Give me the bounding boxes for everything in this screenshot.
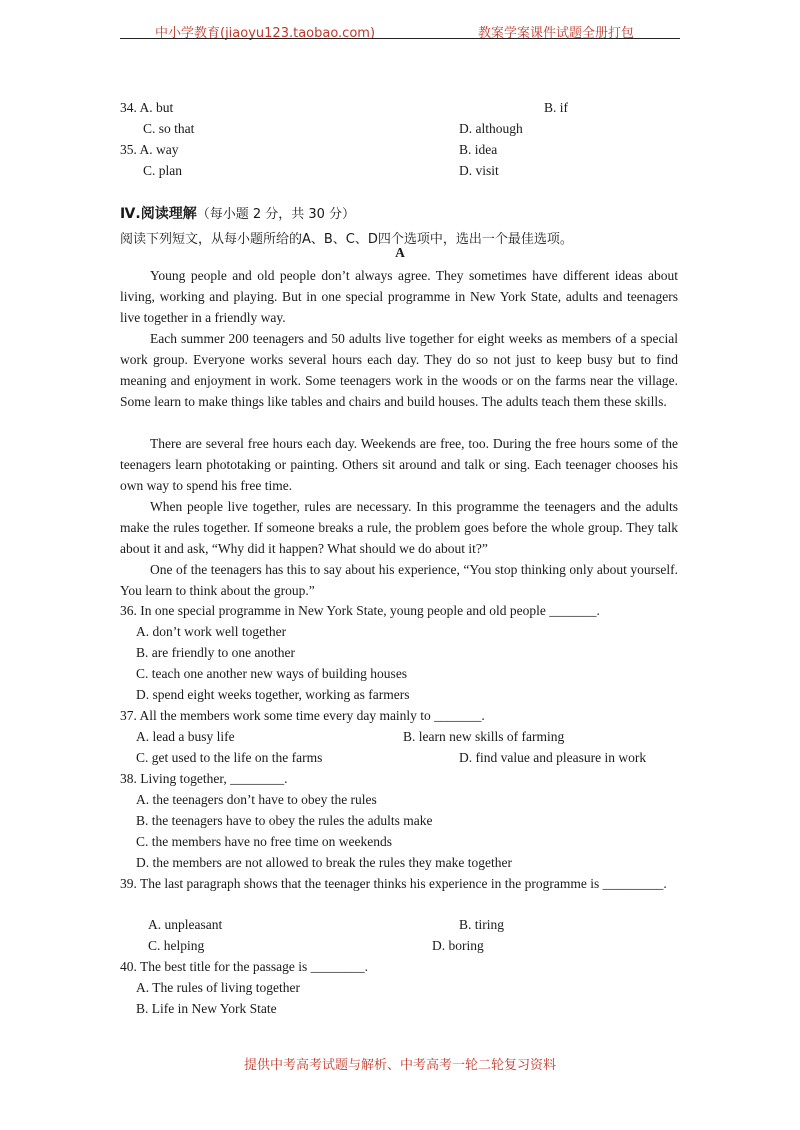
header-rule: [120, 38, 680, 39]
question-37-stem: 37. All the members work some time every day mainly to _______.: [120, 708, 485, 723]
passage-label: A: [395, 245, 405, 260]
question-36-option-c: C. teach one another new ways of building houses: [136, 666, 408, 681]
question-38-option-c: C. the members have no free time on weekends: [136, 834, 393, 849]
question-40-option-a: A. The rules of living together: [136, 980, 300, 995]
passage-paragraph-5: One of the teenagers has this to say about his experience, “You stop thinking only about yourself. You learn to think about the group.”: [120, 562, 678, 598]
passage-paragraph-4: When people live together, rules are necessary. In this programme the teenagers and the adults make the rules together. If someone breaks a rule, the problem goes before the whole group. They talk about it and ask, “Why did it happen? What should we do about it?”: [120, 499, 678, 556]
question-38-option-d: D. the members are not allowed to break the rules they make together: [136, 855, 512, 870]
question-34-option-c: C. so that: [143, 121, 195, 136]
question-36-option-a: A. don’t work well together: [136, 624, 287, 639]
question-39-option-b: B. tiring: [459, 917, 505, 932]
question-35-option-c: C. plan: [143, 163, 182, 178]
question-35-option-d: D. visit: [459, 163, 499, 178]
section-title: Ⅳ.阅读理解: [120, 206, 197, 222]
question-36-option-b: B. are friendly to one another: [136, 645, 295, 660]
header-left-text: 中小学教育(jiaoyu123.taobao.com): [155, 26, 376, 41]
question-39-stem: 39. The last paragraph shows that the teenager thinks his experience in the programme is _________.: [120, 876, 667, 891]
passage-paragraph-2: Each summer 200 teenagers and 50 adults live together for eight weeks as members of a special work group. Everyone works several hours each day. They do so not just to keep busy but to find meaning and enjoyment in work. Some teenagers work in the woods or on the farms near the village. Some learn to make things like tables and chairs and build houses. The adults teach them these skills.: [120, 331, 678, 409]
header-right-text: 教案学案课件试题全册打包: [478, 26, 635, 41]
passage-paragraph-3: There are several free hours each day. Weekends are free, too. During the free hours some of the teenagers learn phototaking or painting. Others sit around and talk or sing. Each teenager chooses his own way to spend his free time.: [120, 436, 678, 493]
question-37-option-c: C. get used to the life on the farms: [136, 750, 323, 765]
passage-paragraph-1: Young people and old people don’t always agree. They sometimes have different ideas about living, working and playing. But in one special programme in New York State, adults and teenagers live together in a friendly way.: [120, 268, 678, 325]
question-37-option-b: B. learn new skills of farming: [403, 729, 565, 744]
question-38-option-b: B. the teenagers have to obey the rules the adults make: [136, 813, 433, 828]
question-35-option-b: B. idea: [459, 142, 498, 157]
question-35-option-a: 35. A. way: [120, 142, 179, 157]
question-37-option-d: D. find value and pleasure in work: [459, 750, 647, 765]
question-34-option-d: D. although: [459, 121, 523, 136]
question-36-option-d: D. spend eight weeks together, working as farmers: [136, 687, 410, 702]
question-39-option-d: D. boring: [432, 938, 484, 953]
question-36-stem: 36. In one special programme in New York State, young people and old people _______.: [120, 603, 600, 618]
section-score-note: （每小题 2 分，共 30 分）: [196, 207, 356, 222]
question-38-option-a: A. the teenagers don’t have to obey the rules: [136, 792, 377, 807]
section-heading: [120, 203, 355, 223]
section-instruction: 阅读下列短文，从每小题所给的A、B、C、D四个选项中，选出一个最佳选项。: [120, 232, 573, 247]
question-37-option-a: A. lead a busy life: [136, 729, 235, 744]
question-39-option-c: C. helping: [148, 938, 205, 953]
question-40-stem: 40. The best title for the passage is ________.: [120, 959, 368, 974]
question-40-option-b: B. Life in New York State: [136, 1001, 277, 1016]
footer-text: 提供中考高考试题与解析、中考高考一轮二轮复习资料: [243, 1058, 556, 1073]
question-38-stem: 38. Living together, ________.: [120, 771, 288, 786]
question-39-option-a: A. unpleasant: [148, 917, 223, 932]
question-34-option-b: B. if: [544, 100, 569, 115]
question-34-option-a: 34. A. but: [120, 100, 174, 115]
